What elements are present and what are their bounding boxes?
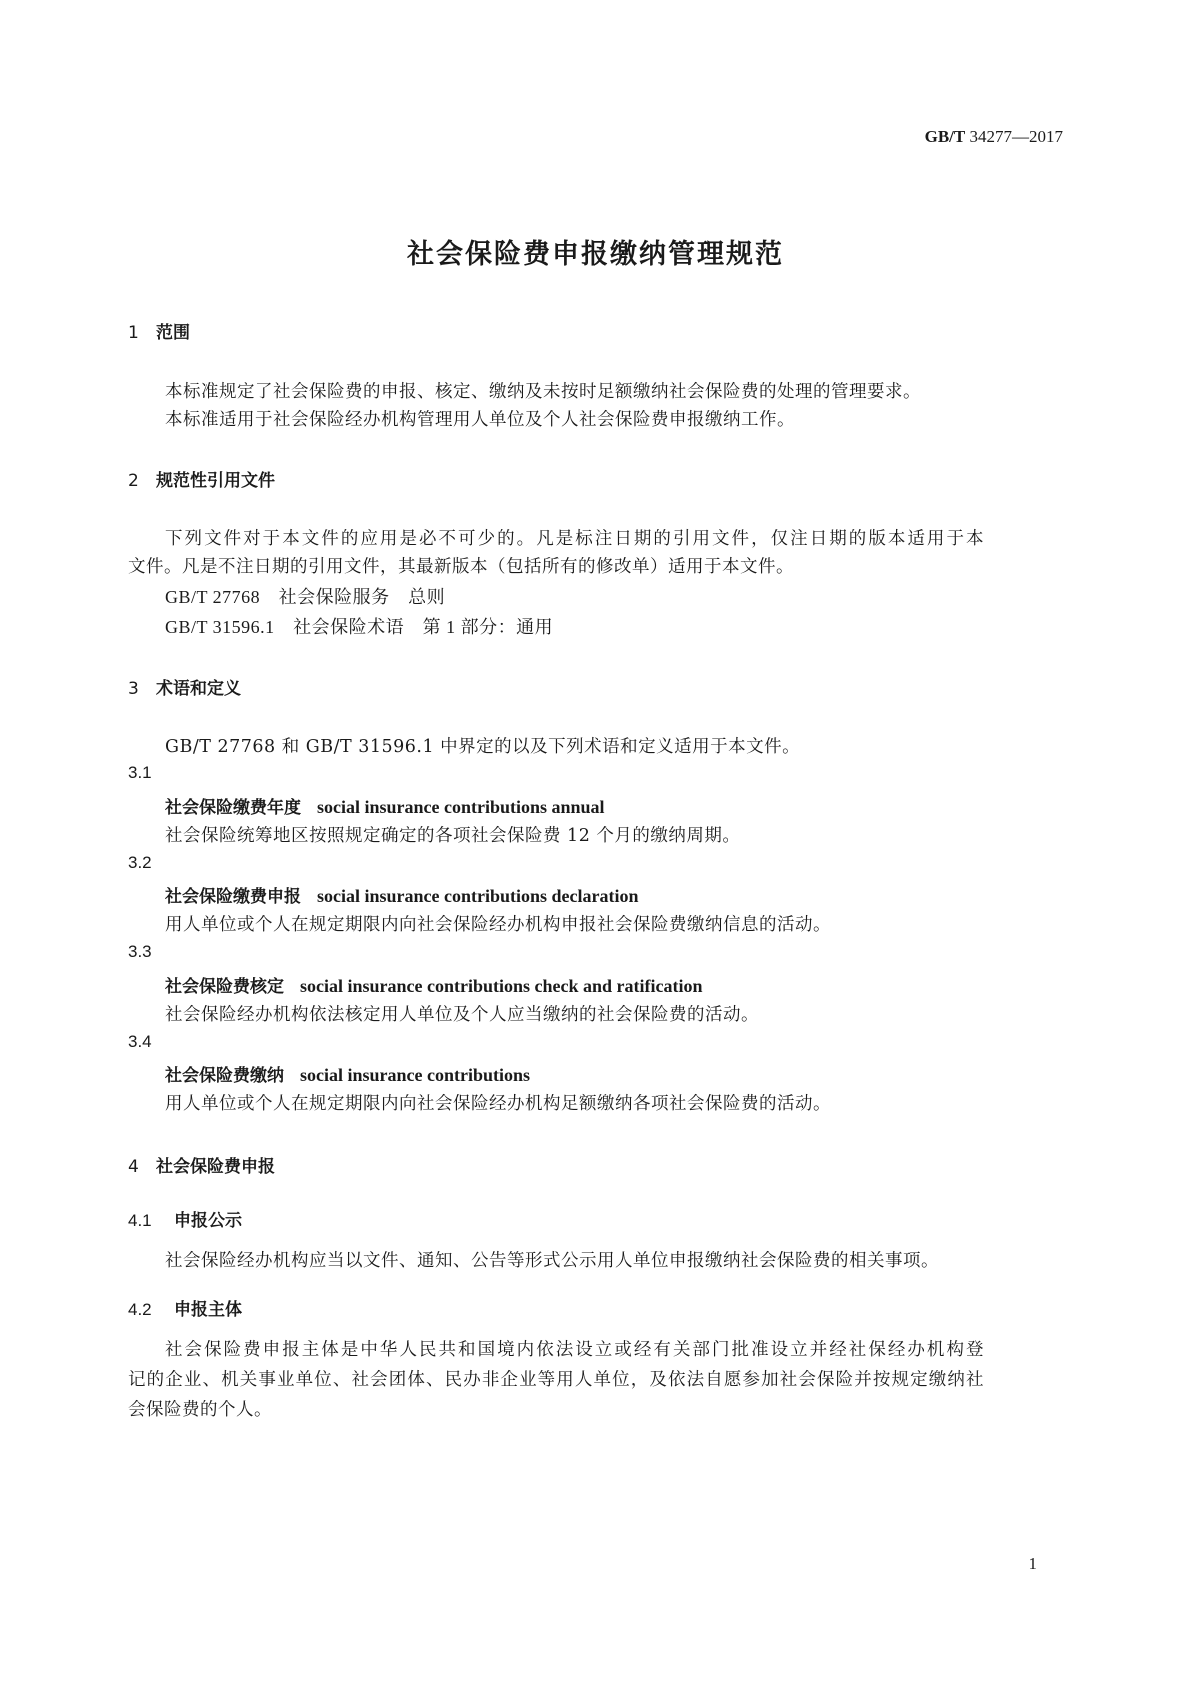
section-number: 1 bbox=[128, 323, 139, 343]
document-title: 社会保险费申报缴纳管理规范 bbox=[407, 239, 784, 270]
section-4-heading bbox=[128, 1152, 275, 1177]
subsection-title: 申报公示 bbox=[174, 1211, 242, 1231]
page-number: 1 bbox=[1028, 1554, 1037, 1573]
term-heading bbox=[165, 793, 605, 818]
paragraph-line: 下列文件对于本文件的应用是必不可少的。凡是标注日期的引用文件，仅注日期的版本适用于本 bbox=[165, 529, 984, 549]
standard-number: 34277—2017 bbox=[969, 127, 1063, 146]
reference-item: GB/T 31596.1 社会保险术语 第 1 部分：通用 bbox=[165, 617, 554, 637]
term-definition: 用人单位或个人在规定期限内向社会保险经办机构申报社会保险费缴纳信息的活动。 bbox=[165, 915, 831, 935]
subsection-4-1-heading bbox=[128, 1206, 242, 1231]
paragraph: 本标准适用于社会保险经办机构管理用人单位及个人社会保险费申报缴纳工作。 bbox=[165, 410, 795, 430]
term-heading bbox=[165, 972, 703, 997]
section-2-heading bbox=[128, 466, 275, 491]
term-definition: 社会保险统筹地区按照规定确定的各项社会保险费 12 个月的缴纳周期。 bbox=[165, 826, 741, 846]
standard-prefix: GB/T bbox=[924, 127, 966, 146]
paragraph: 社会保险经办机构应当以文件、通知、公告等形式公示用人单位申报缴纳社会保险费的相关事项。 bbox=[165, 1251, 939, 1271]
term-heading bbox=[165, 1061, 530, 1086]
section-title: 社会保险费申报 bbox=[156, 1157, 275, 1177]
term-chinese: 社会保险费核定 bbox=[165, 977, 284, 997]
paragraph-line: 文件。凡是不注日期的引用文件，其最新版本（包括所有的修改单）适用于本文件。 bbox=[128, 557, 794, 577]
standard-code bbox=[925, 127, 1063, 147]
paragraph: 本标准规定了社会保险费的申报、核定、缴纳及未按时足额缴纳社会保险费的处理的管理要求。 bbox=[165, 382, 921, 402]
section-title: 范围 bbox=[156, 323, 190, 343]
term-english: social insurance contributions bbox=[300, 1065, 531, 1085]
paragraph-line: 记的企业、机关事业单位、社会团体、民办非企业等用人单位，及依法自愿参加社会保险并按规定缴纳社 bbox=[128, 1370, 984, 1390]
section-number: 4 bbox=[128, 1157, 139, 1177]
term-definition: 社会保险经办机构依法核定用人单位及个人应当缴纳的社会保险费的活动。 bbox=[165, 1005, 759, 1025]
section-1-heading bbox=[128, 318, 190, 343]
term-chinese: 社会保险缴费申报 bbox=[165, 887, 301, 907]
term-number: 3.1 bbox=[128, 763, 152, 782]
term-english: social insurance contributions declaration bbox=[317, 886, 639, 906]
term-heading bbox=[165, 882, 639, 907]
term-number: 3.4 bbox=[128, 1032, 152, 1051]
paragraph-line: 社会保险费申报主体是中华人民共和国境内依法设立或经有关部门批准设立并经社保经办机构登 bbox=[165, 1340, 984, 1360]
term-chinese: 社会保险费缴纳 bbox=[165, 1066, 284, 1086]
subsection-title: 申报主体 bbox=[174, 1300, 242, 1320]
section-title: 规范性引用文件 bbox=[156, 471, 275, 491]
term-english: social insurance contributions annual bbox=[317, 797, 605, 817]
subsection-number: 4.1 bbox=[128, 1211, 152, 1230]
term-definition: 用人单位或个人在规定期限内向社会保险经办机构足额缴纳各项社会保险费的活动。 bbox=[165, 1094, 831, 1114]
term-chinese: 社会保险缴费年度 bbox=[165, 798, 301, 818]
term-number: 3.3 bbox=[128, 942, 152, 961]
term-number: 3.2 bbox=[128, 853, 152, 872]
term-english: social insurance contributions check and ratification bbox=[300, 976, 703, 996]
subsection-number: 4.2 bbox=[128, 1300, 152, 1319]
section-title: 术语和定义 bbox=[156, 679, 241, 699]
reference-item: GB/T 27768 社会保险服务 总则 bbox=[165, 587, 446, 607]
subsection-4-2-heading bbox=[128, 1295, 242, 1320]
section-number: 3 bbox=[128, 679, 139, 699]
section-number: 2 bbox=[128, 471, 139, 491]
section-3-heading bbox=[128, 674, 241, 699]
paragraph: GB/T 27768 和 GB/T 31596.1 中界定的以及下列术语和定义适用于本文件。 bbox=[165, 737, 801, 757]
paragraph-line: 会保险费的个人。 bbox=[128, 1400, 272, 1420]
